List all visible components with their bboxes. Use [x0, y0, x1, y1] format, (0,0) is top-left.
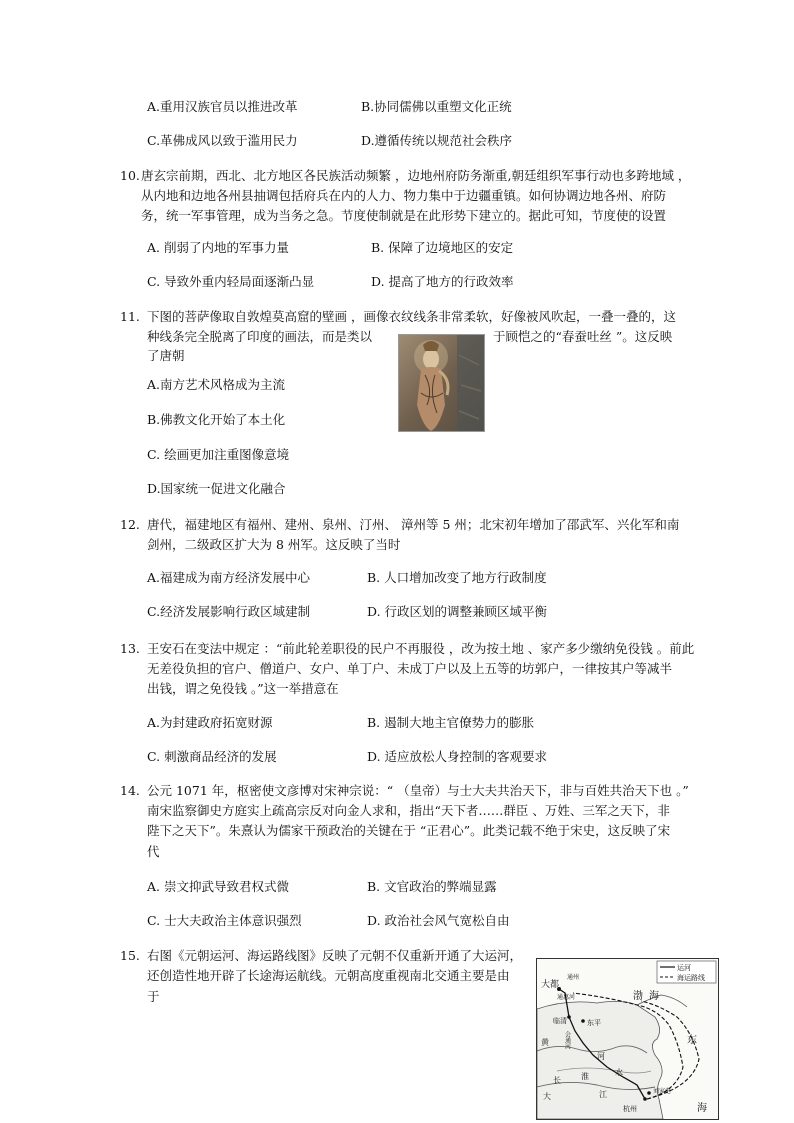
- q12-option-b: B. 人口增加改变了地方行政制度: [367, 570, 547, 585]
- q11-stem-line1: 下图的菩萨像取自敦煌莫高窟的壁画 ，画像衣纹线条非常柔软，好像被风吹起，一叠一叠的，这: [147, 309, 676, 324]
- label-hangzhou: 杭州: [623, 1105, 637, 1113]
- label-shui: 水: [615, 1068, 623, 1077]
- yuan-canal-sea-route-map: [536, 958, 719, 1120]
- legend-canal-label: 运河: [677, 964, 691, 972]
- label-da: 大: [543, 1092, 551, 1101]
- q12-option-d: D. 行政区划的调整兼顾区域平衡: [367, 604, 548, 619]
- q14-stem-line3: 陛下之天下”。朱熹认为儒家干预政治的关键在于 “正君心”。此类记载不绝于宋史，这反映了宋: [147, 823, 671, 838]
- label-east: 东: [687, 1035, 697, 1046]
- q10-stem-line2: 从内地和边地各州县抽调包括府兵在内的人力、物力集中于边疆重镇。如何协调边地各州、府防: [141, 188, 667, 203]
- bodhisattva-mural-image: [398, 334, 485, 432]
- q10-option-c: C. 导致外重内轻局面逐渐凸显: [147, 274, 315, 289]
- q13-option-b: B. 遏制大地主官僚势力的膨胀: [367, 715, 535, 730]
- label-dadu: 大都: [541, 980, 560, 990]
- label-jiang: 江: [599, 1090, 607, 1099]
- q11-option-a: A.南方艺术风格成为主流: [147, 377, 286, 392]
- q14-option-a: A. 崇文抑武导致君权式微: [147, 879, 289, 894]
- bohai-coast: [637, 995, 687, 1007]
- dongping-marker: [581, 1019, 585, 1023]
- q14-stem-line4: 代: [147, 844, 160, 859]
- q11-option-d: D.国家统一促进文化融合: [147, 481, 286, 496]
- q10-option-d: D. 提高了地方的行政效率: [371, 274, 514, 289]
- label-huang: 黄: [541, 1038, 549, 1047]
- q13-number: 13.: [120, 641, 140, 656]
- bodhisattva-mural-icon: [399, 335, 484, 431]
- q13-option-a: A.为封建政府拓宽财源: [147, 715, 273, 730]
- label-tongzhou: 通州: [567, 974, 580, 981]
- yuan-map-svg: [537, 959, 718, 1119]
- label-tonghuihe: 通惠河: [557, 994, 576, 1001]
- q11-stem-line2b: 于顾恺之的“春蚕吐丝 ”。这反映: [493, 329, 673, 344]
- q10-stem-line3: 务，统一军事管理，成为当务之急。节度使制就是在此形势下建立的。据此可知，节度使的设置: [141, 208, 667, 223]
- label-dongping: 东平: [587, 1019, 601, 1027]
- label-huai: 淮: [581, 1072, 589, 1081]
- q10-option-a: A. 削弱了内地的军事力量: [147, 240, 289, 255]
- q11-option-c: C. 绘画更加注重图像意境: [147, 447, 290, 462]
- q15-stem-line1: 右图《元朝运河、海运路线图》反映了元朝不仅重新开通了大运河，: [147, 948, 523, 963]
- q9-option-a: A.重用汉族官员以推进改革: [147, 99, 298, 114]
- legend-sea-route-label: 海运路线: [677, 974, 705, 982]
- q13-stem-line2: 无差役负担的官户、僧道户、女户、单丁户、未成丁户以及上五等的坊郭户，一律按其户等减半: [147, 661, 673, 676]
- q15-number: 15.: [120, 948, 140, 963]
- q11-number: 11.: [120, 309, 140, 324]
- q10-option-b: B. 保障了边境地区的安定: [371, 240, 514, 255]
- q12-stem-line2: 剑州，二级政区扩大为 8 州军。这反映了当时: [147, 537, 401, 552]
- liujiagang-marker: [647, 1091, 651, 1095]
- q15-stem-line3: 于: [147, 989, 160, 1004]
- q12-option-c: C.经济发展影响行政区域建制: [147, 604, 311, 619]
- label-chang: 长: [553, 1076, 561, 1085]
- q9-option-d: D.遵循传统以规范社会秩序: [361, 133, 513, 148]
- q12-number: 12.: [120, 517, 140, 532]
- q10-stem-line1: 唐玄宗前期，西北、北方地区各民族活动频繁 ，边地州府防务渐重,朝廷组织军事行动也多跨地域 ，: [141, 168, 691, 183]
- q12-stem-line1: 唐代，福建地区有福州、建州、泉州、汀州、 漳州等 5 州；北宋初年增加了邵武军、兴化军和南: [147, 517, 680, 532]
- q14-stem-line2: 南宋监察御史方庭实上疏高宗反对向金人求和，指出“天下者……群臣 、万姓、三军之天下，非: [147, 803, 670, 818]
- label-huitonghe: 会通河: [563, 1031, 571, 1049]
- label-liujiagang: 刘家港: [653, 1088, 672, 1095]
- q15-stem-line2: 还创造性地开辟了长途海运航线。元朝高度重视南北交通主要是由: [147, 968, 510, 983]
- linqing-marker: [567, 1015, 571, 1019]
- q11-stem-line2a: 种线条完全脱离了印度的画法，而是类以: [147, 329, 373, 344]
- q14-number: 14.: [120, 783, 140, 798]
- label-sea: 海: [697, 1103, 707, 1114]
- q13-option-c: C. 刺激商品经济的发展: [147, 749, 277, 764]
- label-bohai-bo: 渤: [633, 991, 643, 1002]
- q12-option-a: A.福建成为南方经济发展中心: [147, 570, 311, 585]
- q14-option-d: D. 政治社会风气宽松自由: [367, 913, 510, 928]
- label-linqing: 临清: [553, 1017, 567, 1025]
- q14-option-c: C. 士大夫政治主体意识强烈: [147, 913, 302, 928]
- q9-option-c: C.革佛成风以致于滥用民力: [147, 133, 298, 148]
- q13-stem-line3: 出钱，谓之免役钱 。”这一举措意在: [147, 681, 339, 696]
- label-he: 河: [597, 1052, 605, 1061]
- q9-option-b: B.协同儒佛以重塑文化正统: [361, 99, 512, 114]
- q11-stem-line3: 了唐朝: [147, 348, 185, 363]
- q13-option-d: D. 适应放松人身控制的客观要求: [367, 749, 548, 764]
- label-bohai-hai: 海: [649, 991, 659, 1002]
- q14-stem-line1: 公元 1071 年，枢密使文彦博对宋神宗说：“ （皇帝）与士大夫共治天下，非与百姓共治天下也 。”: [147, 783, 689, 798]
- q10-number: 10.: [120, 168, 140, 183]
- hangzhou-marker: [643, 1097, 647, 1101]
- q14-option-b: B. 文官政治的弊端显露: [367, 879, 497, 894]
- q13-stem-line1: 王安石在变法中规定 ：“前此轮差职役的民户不再服役 ，改为按土地 、家产多少缴纳免役钱 。前此: [147, 641, 695, 656]
- q11-option-b: B.佛教文化开始了本土化: [147, 412, 286, 427]
